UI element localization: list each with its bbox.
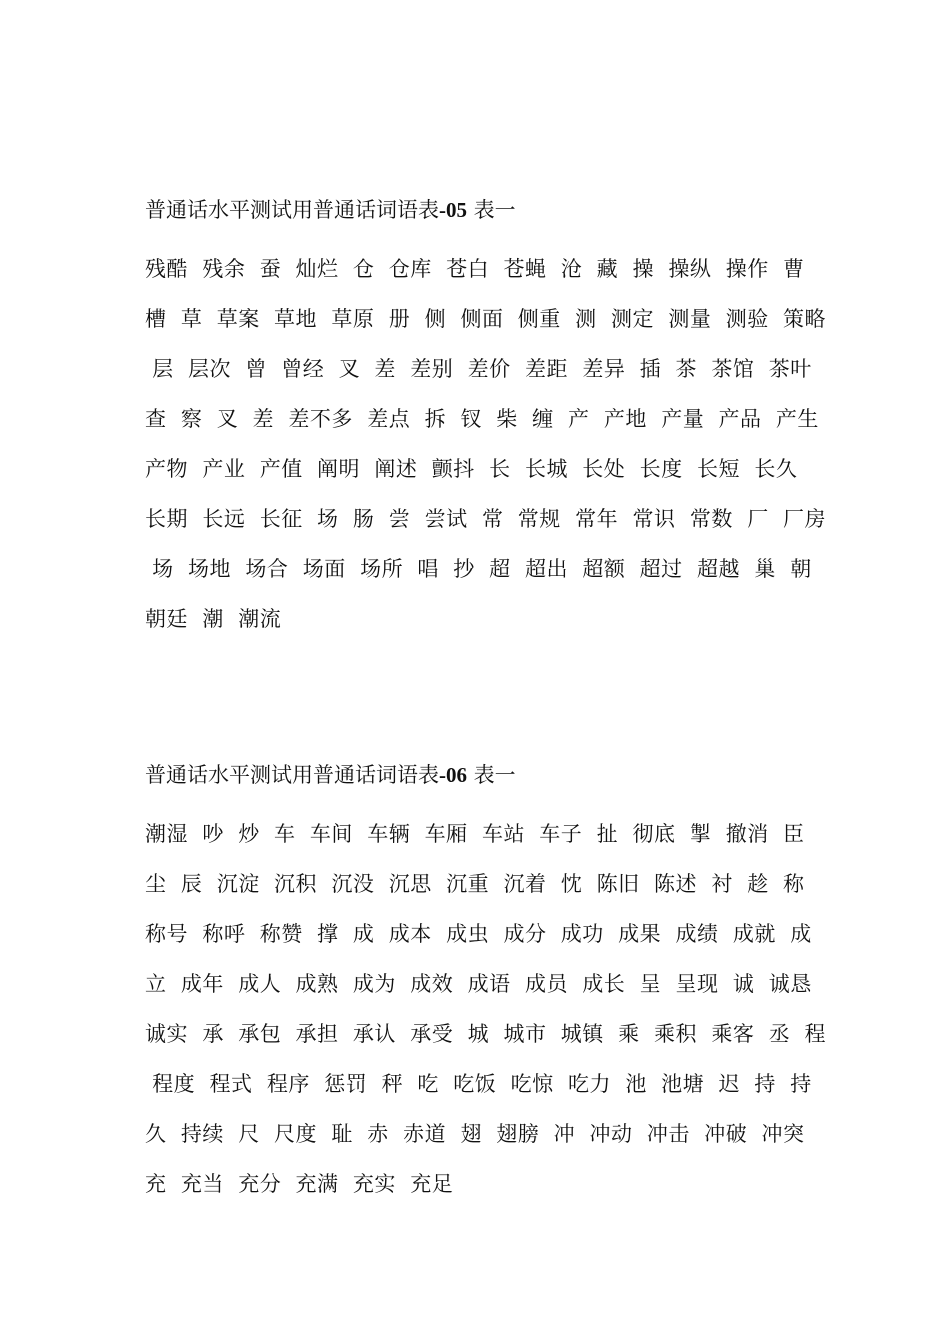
title-text: 普通话水平测试用普通话词语表 [145, 763, 439, 787]
title-text: 普通话水平测试用普通话词语表 [145, 198, 439, 222]
word-line: 槽 草 草案 草地 草原 册 侧 侧面 侧重 测 测定 测量 测验 策略 [145, 307, 827, 331]
word-line: 充 充当 充分 充满 充实 充足 [145, 1172, 454, 1196]
word-line: 产物 产业 产值 阐明 阐述 颤抖 长 长城 长处 长度 长短 长久 [145, 457, 798, 481]
word-line: 朝廷 潮 潮流 [145, 607, 282, 631]
word-line: 长期 长远 长征 场 肠 尝 尝试 常 常规 常年 常识 常数 厂 厂房 [145, 507, 827, 531]
word-list-section-05 [145, 196, 825, 654]
word-line: 残酷 残余 蚕 灿烂 仓 仓库 苍白 苍蝇 沧 藏 操 操纵 操作 曹 [145, 257, 805, 281]
word-line: 称号 称呼 称赞 撑 成 成本 成虫 成分 成功 成果 成绩 成就 成 [145, 922, 812, 946]
section-title [145, 761, 825, 789]
word-line: 诚实 承 承包 承担 承认 承受 城 城市 城镇 乘 乘积 乘客 丞 程 [145, 1022, 827, 1046]
word-line: 立 成年 成人 成熟 成为 成效 成语 成员 成长 呈 呈现 诚 诚恳 [145, 972, 812, 996]
word-line: 层 层次 曾 曾经 叉 差 差别 差价 差距 差异 插 茶 茶馆 茶叶 [145, 357, 812, 381]
word-line: 场 场地 场合 场面 场所 唱 抄 超 超出 超额 超过 超越 巢 朝 [145, 557, 812, 581]
word-line: 久 持续 尺 尺度 耻 赤 赤道 翅 翅膀 冲 冲动 冲击 冲破 冲突 [145, 1122, 805, 1146]
title-suffix: 表一 [467, 198, 516, 222]
section-title [145, 196, 825, 224]
title-code: -05 [439, 198, 467, 222]
word-line: 查 察 叉 差 差不多 差点 拆 钗 柴 缠 产 产地 产量 产品 产生 [145, 407, 819, 431]
word-list-section-06 [145, 761, 825, 1219]
title-suffix: 表一 [467, 763, 516, 787]
word-line: 潮湿 吵 炒 车 车间 车辆 车厢 车站 车子 扯 彻底 掣 撤消 臣 [145, 822, 805, 846]
word-line: 尘 辰 沉淀 沉积 沉没 沉思 沉重 沉着 忱 陈旧 陈述 衬 趁 称 [145, 872, 805, 896]
word-line: 程度 程式 程序 惩罚 秤 吃 吃饭 吃惊 吃力 池 池塘 迟 持 持 [145, 1072, 812, 1096]
title-code: -06 [439, 763, 467, 787]
